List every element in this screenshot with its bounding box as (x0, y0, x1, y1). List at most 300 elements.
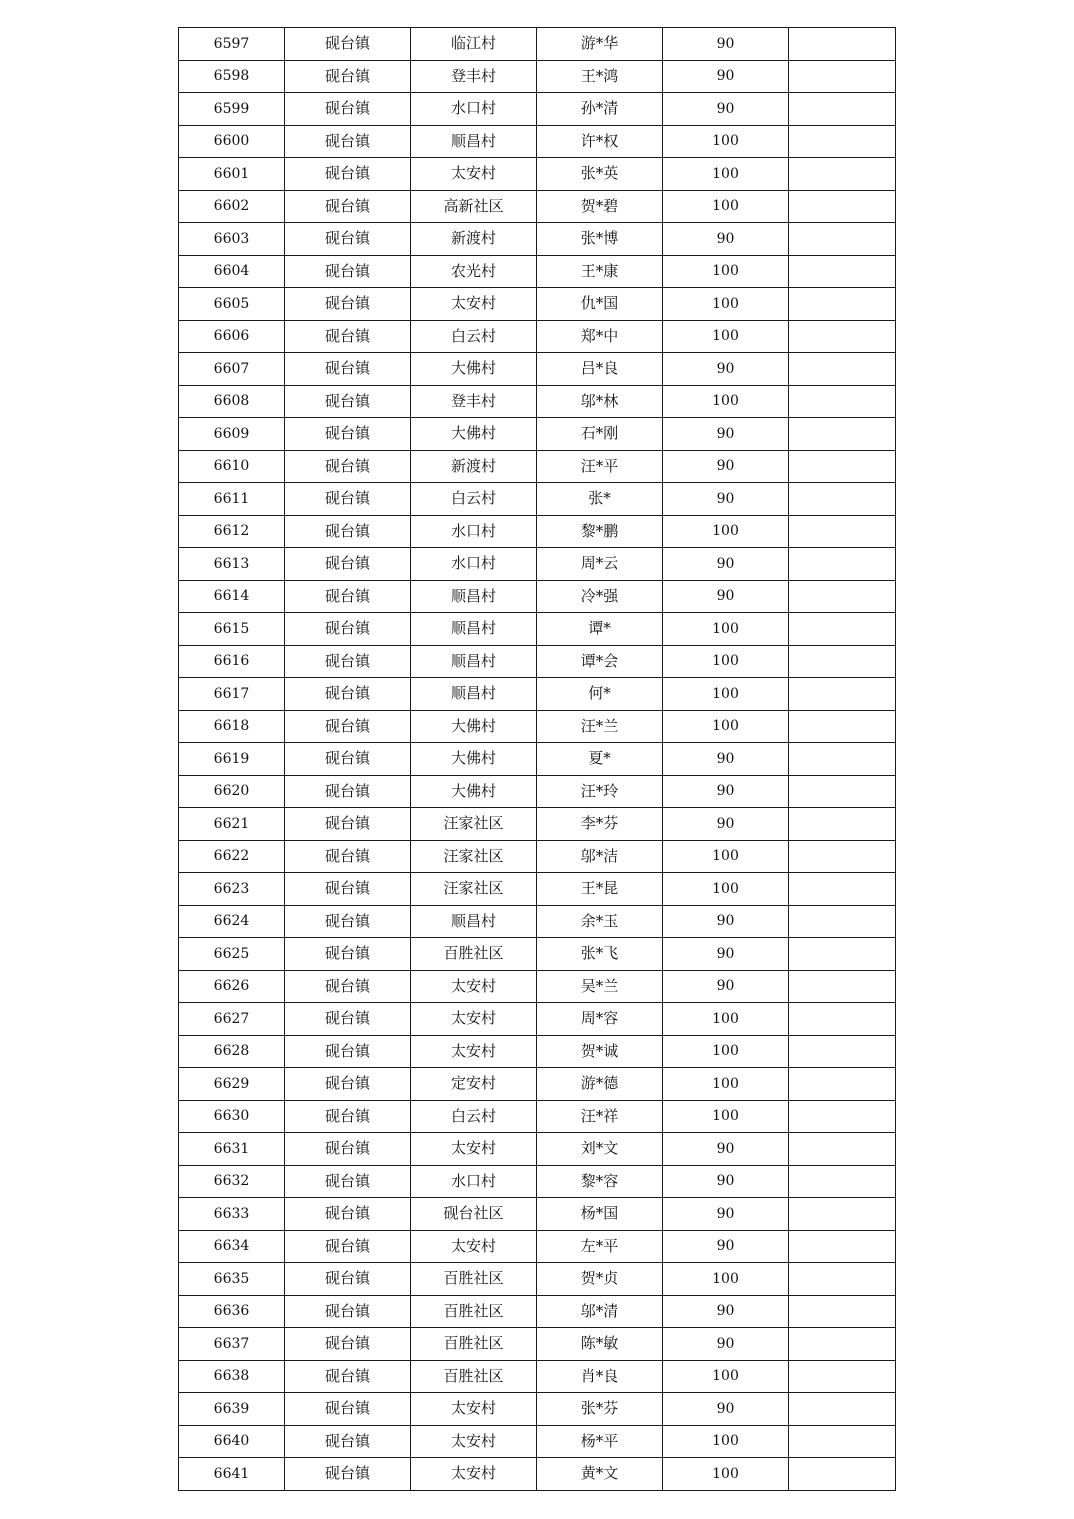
name-cell: 汪*兰 (537, 710, 663, 743)
village-cell: 白云村 (411, 1100, 537, 1133)
serial-number-cell: 6632 (179, 1165, 285, 1198)
town-cell: 砚台镇 (285, 255, 411, 288)
table-row (179, 1035, 896, 1068)
serial-number-cell: 6640 (179, 1425, 285, 1458)
table-row (179, 1295, 896, 1328)
village-cell: 太安村 (411, 1133, 537, 1166)
amount-cell: 100 (663, 1100, 789, 1133)
town-cell: 砚台镇 (285, 93, 411, 126)
serial-number-cell: 6628 (179, 1035, 285, 1068)
amount-cell: 90 (663, 808, 789, 841)
amount-cell: 100 (663, 1458, 789, 1491)
serial-number-cell: 6629 (179, 1068, 285, 1101)
serial-number-cell: 6598 (179, 60, 285, 93)
amount-cell: 90 (663, 1230, 789, 1263)
table-row (179, 970, 896, 1003)
name-cell: 邬*洁 (537, 840, 663, 873)
remark-cell (789, 938, 896, 971)
remark-cell (789, 580, 896, 613)
name-cell: 仇*国 (537, 288, 663, 321)
table-row (179, 1425, 896, 1458)
amount-cell: 100 (663, 385, 789, 418)
remark-cell (789, 385, 896, 418)
remark-cell (789, 1068, 896, 1101)
table-row (179, 678, 896, 711)
amount-cell: 90 (663, 483, 789, 516)
village-cell: 太安村 (411, 1230, 537, 1263)
name-cell: 何* (537, 678, 663, 711)
village-cell: 大佛村 (411, 418, 537, 451)
village-cell: 农光村 (411, 255, 537, 288)
table-row (179, 1165, 896, 1198)
remark-cell (789, 678, 896, 711)
table-row (179, 548, 896, 581)
name-cell: 李*芬 (537, 808, 663, 841)
village-cell: 汪家社区 (411, 808, 537, 841)
amount-cell: 100 (663, 710, 789, 743)
amount-cell: 100 (663, 190, 789, 223)
village-cell: 新渡村 (411, 223, 537, 256)
town-cell: 砚台镇 (285, 1230, 411, 1263)
remark-cell (789, 905, 896, 938)
village-cell: 大佛村 (411, 353, 537, 386)
name-cell: 冷*强 (537, 580, 663, 613)
amount-cell: 90 (663, 548, 789, 581)
remark-cell (789, 1035, 896, 1068)
remark-cell (789, 1100, 896, 1133)
town-cell: 砚台镇 (285, 743, 411, 776)
remark-cell (789, 1425, 896, 1458)
serial-number-cell: 6636 (179, 1295, 285, 1328)
table-row (179, 1003, 896, 1036)
table-row (179, 158, 896, 191)
remark-cell (789, 288, 896, 321)
town-cell: 砚台镇 (285, 515, 411, 548)
name-cell: 刘*文 (537, 1133, 663, 1166)
table-row (179, 808, 896, 841)
serial-number-cell: 6617 (179, 678, 285, 711)
remark-cell (789, 1198, 896, 1231)
remark-cell (789, 1133, 896, 1166)
village-cell: 顺昌村 (411, 613, 537, 646)
village-cell: 太安村 (411, 1458, 537, 1491)
name-cell: 夏* (537, 743, 663, 776)
village-cell: 定安村 (411, 1068, 537, 1101)
village-cell: 水口村 (411, 548, 537, 581)
name-cell: 杨*国 (537, 1198, 663, 1231)
village-cell: 太安村 (411, 1393, 537, 1426)
serial-number-cell: 6601 (179, 158, 285, 191)
remark-cell (789, 1003, 896, 1036)
town-cell: 砚台镇 (285, 353, 411, 386)
name-cell: 王*昆 (537, 873, 663, 906)
town-cell: 砚台镇 (285, 808, 411, 841)
remark-cell (789, 808, 896, 841)
town-cell: 砚台镇 (285, 1165, 411, 1198)
town-cell: 砚台镇 (285, 288, 411, 321)
village-cell: 太安村 (411, 1425, 537, 1458)
amount-cell: 100 (663, 125, 789, 158)
table-row (179, 223, 896, 256)
town-cell: 砚台镇 (285, 970, 411, 1003)
village-cell: 高新社区 (411, 190, 537, 223)
remark-cell (789, 450, 896, 483)
village-cell: 汪家社区 (411, 840, 537, 873)
town-cell: 砚台镇 (285, 483, 411, 516)
amount-cell: 90 (663, 1165, 789, 1198)
name-cell: 王*康 (537, 255, 663, 288)
serial-number-cell: 6605 (179, 288, 285, 321)
name-cell: 谭*会 (537, 645, 663, 678)
table-row (179, 873, 896, 906)
town-cell: 砚台镇 (285, 1003, 411, 1036)
village-cell: 太安村 (411, 1003, 537, 1036)
name-cell: 黄*文 (537, 1458, 663, 1491)
amount-cell: 90 (663, 1198, 789, 1231)
village-cell: 登丰村 (411, 385, 537, 418)
name-cell: 汪*玲 (537, 775, 663, 808)
village-cell: 太安村 (411, 1035, 537, 1068)
town-cell: 砚台镇 (285, 60, 411, 93)
name-cell: 张* (537, 483, 663, 516)
village-cell: 新渡村 (411, 450, 537, 483)
name-cell: 游*德 (537, 1068, 663, 1101)
village-cell: 白云村 (411, 320, 537, 353)
serial-number-cell: 6610 (179, 450, 285, 483)
serial-number-cell: 6613 (179, 548, 285, 581)
amount-cell: 100 (663, 1035, 789, 1068)
name-cell: 贺*碧 (537, 190, 663, 223)
amount-cell: 100 (663, 1263, 789, 1296)
name-cell: 许*权 (537, 125, 663, 158)
town-cell: 砚台镇 (285, 450, 411, 483)
serial-number-cell: 6622 (179, 840, 285, 873)
remark-cell (789, 60, 896, 93)
table-row (179, 1100, 896, 1133)
table-row (179, 93, 896, 126)
village-cell: 水口村 (411, 93, 537, 126)
table-row (179, 1328, 896, 1361)
table-row (179, 1393, 896, 1426)
remark-cell (789, 1230, 896, 1263)
name-cell: 陈*敏 (537, 1328, 663, 1361)
serial-number-cell: 6599 (179, 93, 285, 126)
serial-number-cell: 6625 (179, 938, 285, 971)
serial-number-cell: 6626 (179, 970, 285, 1003)
table-row (179, 580, 896, 613)
amount-cell: 90 (663, 775, 789, 808)
amount-cell: 90 (663, 905, 789, 938)
town-cell: 砚台镇 (285, 1295, 411, 1328)
town-cell: 砚台镇 (285, 320, 411, 353)
remark-cell (789, 1458, 896, 1491)
amount-cell: 100 (663, 645, 789, 678)
amount-cell: 100 (663, 288, 789, 321)
name-cell: 吕*良 (537, 353, 663, 386)
serial-number-cell: 6611 (179, 483, 285, 516)
table-row (179, 385, 896, 418)
town-cell: 砚台镇 (285, 158, 411, 191)
remark-cell (789, 1295, 896, 1328)
town-cell: 砚台镇 (285, 710, 411, 743)
remark-cell (789, 158, 896, 191)
town-cell: 砚台镇 (285, 938, 411, 971)
amount-cell: 100 (663, 255, 789, 288)
name-cell: 游*华 (537, 28, 663, 61)
name-cell: 左*平 (537, 1230, 663, 1263)
amount-cell: 100 (663, 840, 789, 873)
village-cell: 顺昌村 (411, 645, 537, 678)
town-cell: 砚台镇 (285, 418, 411, 451)
serial-number-cell: 6612 (179, 515, 285, 548)
name-cell: 邬*清 (537, 1295, 663, 1328)
town-cell: 砚台镇 (285, 645, 411, 678)
remark-cell (789, 255, 896, 288)
table-row (179, 1133, 896, 1166)
serial-number-cell: 6609 (179, 418, 285, 451)
remark-cell (789, 743, 896, 776)
name-cell: 贺*诚 (537, 1035, 663, 1068)
amount-cell: 90 (663, 353, 789, 386)
amount-cell: 90 (663, 580, 789, 613)
subsidy-roster-table (178, 27, 896, 1491)
serial-number-cell: 6638 (179, 1360, 285, 1393)
remark-cell (789, 190, 896, 223)
amount-cell: 90 (663, 450, 789, 483)
serial-number-cell: 6621 (179, 808, 285, 841)
amount-cell: 100 (663, 873, 789, 906)
village-cell: 百胜社区 (411, 1328, 537, 1361)
serial-number-cell: 6615 (179, 613, 285, 646)
remark-cell (789, 1165, 896, 1198)
table-row (179, 1068, 896, 1101)
table-row (179, 645, 896, 678)
serial-number-cell: 6623 (179, 873, 285, 906)
name-cell: 周*云 (537, 548, 663, 581)
table-row (179, 450, 896, 483)
table-row (179, 1458, 896, 1491)
remark-cell (789, 645, 896, 678)
village-cell: 大佛村 (411, 775, 537, 808)
remark-cell (789, 483, 896, 516)
name-cell: 汪*平 (537, 450, 663, 483)
table-row (179, 483, 896, 516)
name-cell: 杨*平 (537, 1425, 663, 1458)
amount-cell: 90 (663, 28, 789, 61)
serial-number-cell: 6597 (179, 28, 285, 61)
table-row (179, 418, 896, 451)
town-cell: 砚台镇 (285, 1198, 411, 1231)
serial-number-cell: 6618 (179, 710, 285, 743)
town-cell: 砚台镇 (285, 125, 411, 158)
town-cell: 砚台镇 (285, 1425, 411, 1458)
serial-number-cell: 6614 (179, 580, 285, 613)
name-cell: 周*容 (537, 1003, 663, 1036)
remark-cell (789, 320, 896, 353)
name-cell: 张*芬 (537, 1393, 663, 1426)
amount-cell: 90 (663, 60, 789, 93)
amount-cell: 90 (663, 1393, 789, 1426)
remark-cell (789, 548, 896, 581)
amount-cell: 100 (663, 515, 789, 548)
name-cell: 肖*良 (537, 1360, 663, 1393)
table-row (179, 255, 896, 288)
village-cell: 顺昌村 (411, 580, 537, 613)
town-cell: 砚台镇 (285, 223, 411, 256)
remark-cell (789, 223, 896, 256)
village-cell: 汪家社区 (411, 873, 537, 906)
village-cell: 顺昌村 (411, 125, 537, 158)
table-row (179, 288, 896, 321)
remark-cell (789, 418, 896, 451)
table-row (179, 743, 896, 776)
remark-cell (789, 1328, 896, 1361)
town-cell: 砚台镇 (285, 613, 411, 646)
table-row (179, 320, 896, 353)
table-row (179, 710, 896, 743)
village-cell: 砚台社区 (411, 1198, 537, 1231)
amount-cell: 90 (663, 1133, 789, 1166)
serial-number-cell: 6603 (179, 223, 285, 256)
serial-number-cell: 6606 (179, 320, 285, 353)
village-cell: 太安村 (411, 970, 537, 1003)
town-cell: 砚台镇 (285, 1328, 411, 1361)
serial-number-cell: 6602 (179, 190, 285, 223)
serial-number-cell: 6631 (179, 1133, 285, 1166)
table-body (179, 28, 896, 1491)
town-cell: 砚台镇 (285, 1068, 411, 1101)
name-cell: 余*玉 (537, 905, 663, 938)
table-row (179, 840, 896, 873)
amount-cell: 90 (663, 93, 789, 126)
village-cell: 百胜社区 (411, 1360, 537, 1393)
amount-cell: 100 (663, 1425, 789, 1458)
serial-number-cell: 6604 (179, 255, 285, 288)
serial-number-cell: 6639 (179, 1393, 285, 1426)
serial-number-cell: 6641 (179, 1458, 285, 1491)
serial-number-cell: 6630 (179, 1100, 285, 1133)
amount-cell: 100 (663, 158, 789, 191)
amount-cell: 100 (663, 1068, 789, 1101)
amount-cell: 90 (663, 223, 789, 256)
serial-number-cell: 6627 (179, 1003, 285, 1036)
table-row (179, 1263, 896, 1296)
town-cell: 砚台镇 (285, 28, 411, 61)
remark-cell (789, 1263, 896, 1296)
table-row (179, 353, 896, 386)
town-cell: 砚台镇 (285, 873, 411, 906)
town-cell: 砚台镇 (285, 548, 411, 581)
village-cell: 登丰村 (411, 60, 537, 93)
remark-cell (789, 125, 896, 158)
remark-cell (789, 28, 896, 61)
remark-cell (789, 353, 896, 386)
village-cell: 顺昌村 (411, 905, 537, 938)
village-cell: 大佛村 (411, 743, 537, 776)
name-cell: 张*英 (537, 158, 663, 191)
remark-cell (789, 710, 896, 743)
name-cell: 汪*祥 (537, 1100, 663, 1133)
village-cell: 太安村 (411, 288, 537, 321)
village-cell: 顺昌村 (411, 678, 537, 711)
name-cell: 张*博 (537, 223, 663, 256)
town-cell: 砚台镇 (285, 385, 411, 418)
amount-cell: 90 (663, 743, 789, 776)
name-cell: 王*鸿 (537, 60, 663, 93)
table-row (179, 613, 896, 646)
name-cell: 吴*兰 (537, 970, 663, 1003)
amount-cell: 100 (663, 320, 789, 353)
table-row (179, 775, 896, 808)
town-cell: 砚台镇 (285, 1393, 411, 1426)
serial-number-cell: 6616 (179, 645, 285, 678)
village-cell: 水口村 (411, 515, 537, 548)
village-cell: 白云村 (411, 483, 537, 516)
serial-number-cell: 6607 (179, 353, 285, 386)
village-cell: 临江村 (411, 28, 537, 61)
table-row (179, 125, 896, 158)
name-cell: 孙*清 (537, 93, 663, 126)
town-cell: 砚台镇 (285, 1100, 411, 1133)
town-cell: 砚台镇 (285, 1263, 411, 1296)
amount-cell: 90 (663, 970, 789, 1003)
village-cell: 百胜社区 (411, 938, 537, 971)
town-cell: 砚台镇 (285, 905, 411, 938)
amount-cell: 100 (663, 613, 789, 646)
serial-number-cell: 6600 (179, 125, 285, 158)
table-row (179, 28, 896, 61)
amount-cell: 90 (663, 938, 789, 971)
remark-cell (789, 613, 896, 646)
serial-number-cell: 6633 (179, 1198, 285, 1231)
serial-number-cell: 6637 (179, 1328, 285, 1361)
amount-cell: 100 (663, 1003, 789, 1036)
table-row (179, 515, 896, 548)
village-cell: 百胜社区 (411, 1263, 537, 1296)
town-cell: 砚台镇 (285, 190, 411, 223)
name-cell: 贺*贞 (537, 1263, 663, 1296)
serial-number-cell: 6620 (179, 775, 285, 808)
remark-cell (789, 515, 896, 548)
town-cell: 砚台镇 (285, 840, 411, 873)
town-cell: 砚台镇 (285, 775, 411, 808)
town-cell: 砚台镇 (285, 580, 411, 613)
village-cell: 百胜社区 (411, 1295, 537, 1328)
amount-cell: 100 (663, 678, 789, 711)
town-cell: 砚台镇 (285, 1458, 411, 1491)
remark-cell (789, 873, 896, 906)
village-cell: 大佛村 (411, 710, 537, 743)
village-cell: 太安村 (411, 158, 537, 191)
table-row (179, 60, 896, 93)
name-cell: 黎*容 (537, 1165, 663, 1198)
table-row (179, 905, 896, 938)
name-cell: 石*刚 (537, 418, 663, 451)
town-cell: 砚台镇 (285, 1035, 411, 1068)
serial-number-cell: 6634 (179, 1230, 285, 1263)
name-cell: 邬*林 (537, 385, 663, 418)
town-cell: 砚台镇 (285, 1133, 411, 1166)
name-cell: 郑*中 (537, 320, 663, 353)
table-row (179, 938, 896, 971)
remark-cell (789, 1360, 896, 1393)
serial-number-cell: 6619 (179, 743, 285, 776)
table-row (179, 1198, 896, 1231)
serial-number-cell: 6624 (179, 905, 285, 938)
serial-number-cell: 6635 (179, 1263, 285, 1296)
name-cell: 黎*鹏 (537, 515, 663, 548)
remark-cell (789, 93, 896, 126)
